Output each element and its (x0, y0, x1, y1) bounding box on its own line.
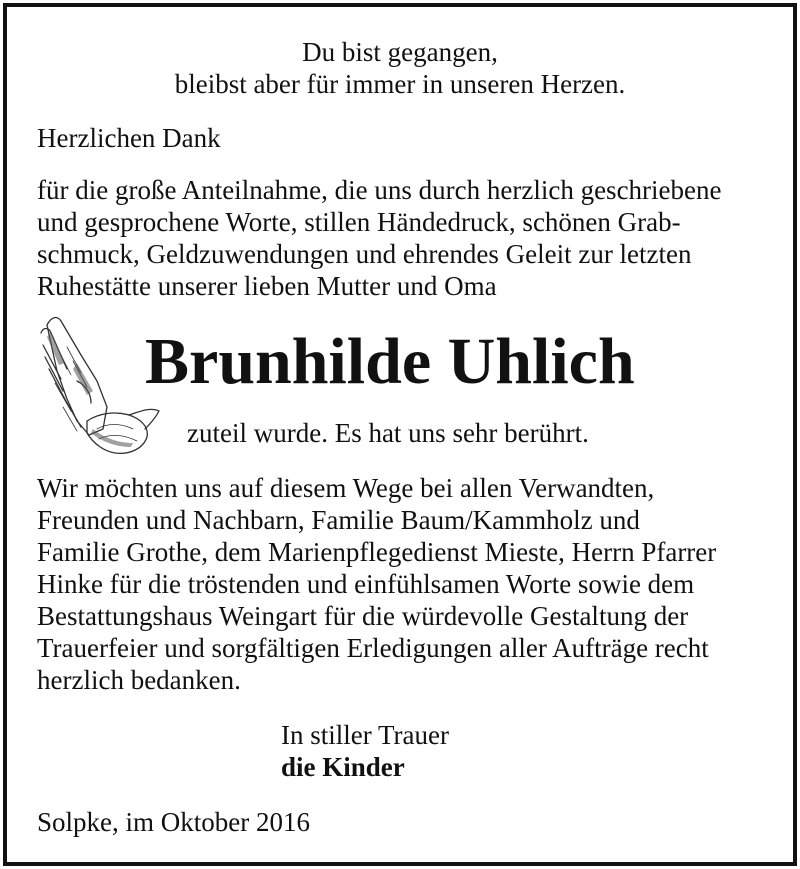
obituary-notice (3, 3, 797, 866)
deceased-name: Brunhilde Uhlich (145, 325, 635, 398)
family-signature: die Kinder (281, 752, 405, 782)
gratitude-line-3: Familie Grothe, dem Marienpflegedienst Mieste, Herrn Pfarrer (37, 537, 717, 567)
intro-line-2: und gesprochene Worte, stillen Händedruck, schönen Grab- (37, 207, 681, 237)
gratitude-line-4: Hinke für die tröstenden und einfühlsamen Worte sowie dem (37, 569, 695, 599)
verse-line-1: Du bist gegangen, (302, 37, 498, 67)
intro-line-3: schmuck, Geldzuwendungen und ehrendes Geleit zur letzten (37, 239, 692, 269)
gratitude-line-6: Trauerfeier und sorgfältigen Erledigungen aller Aufträge recht (37, 633, 709, 663)
intro-line-1: für die große Anteilnahme, die uns durch herzlich geschriebene (37, 175, 722, 205)
verse-line-2: bleibst aber für immer in unseren Herzen. (174, 69, 626, 99)
place-date: Solpke, im Oktober 2016 (37, 807, 310, 837)
mourning-line: In stiller Trauer (281, 720, 449, 750)
gratitude-line-7: herzlich bedanken. (37, 665, 241, 695)
gratitude-line-5: Bestattungshaus Weingart für die würdevolle Gestaltung der (37, 601, 689, 631)
intro-line-4: Ruhestätte unserer lieben Mutter und Oma (37, 271, 497, 301)
thanks-heading: Herzlichen Dank (37, 123, 221, 153)
after-name-text: zuteil wurde. Es hat uns sehr berührt. (187, 418, 589, 448)
gratitude-line-1: Wir möchten uns auf diesem Wege bei allen Verwandten, (37, 473, 655, 503)
gratitude-line-2: Freunden und Nachbarn, Familie Baum/Kammholz und (37, 505, 640, 535)
